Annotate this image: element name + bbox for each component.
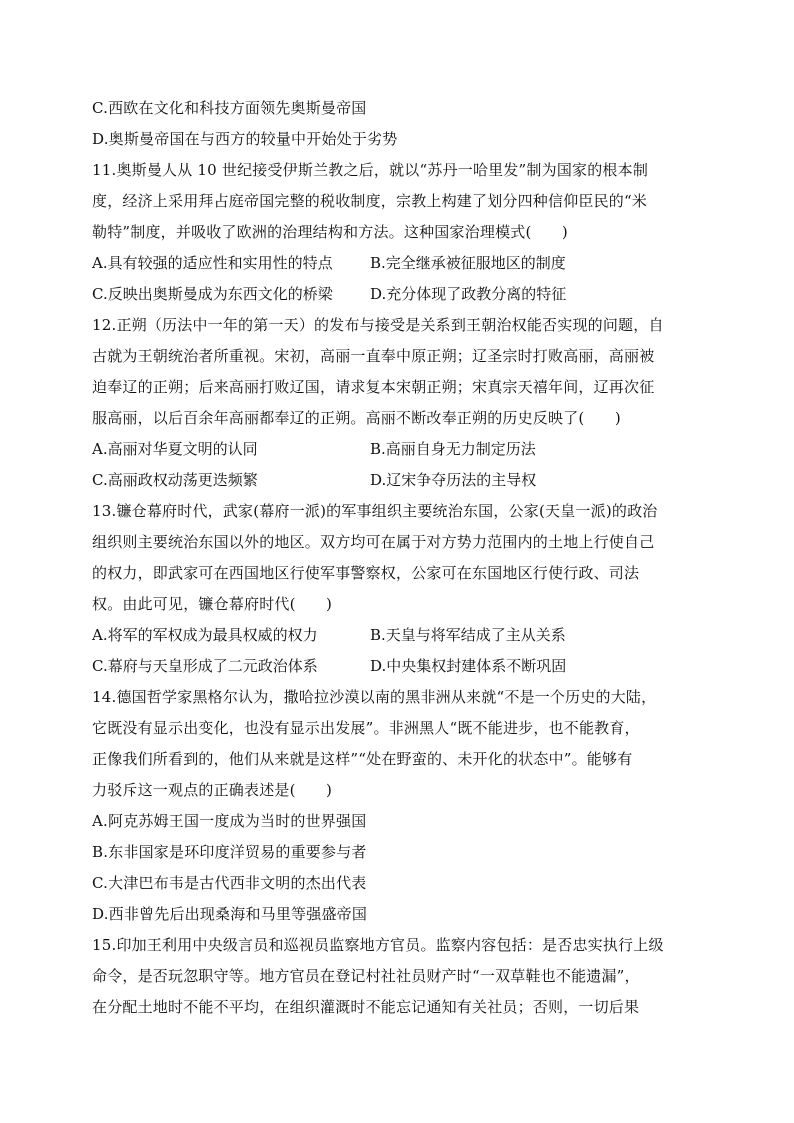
q15-stem-line-2: 命令，是否玩忽职守等。地方官员在登记村社社员财产时“一双草鞋也不能遗漏”， bbox=[92, 967, 640, 985]
q13-stem-line-2: 组织则主要统治东国以外的地区。双方均可在属于对方势力范围内的土地上行使自己 bbox=[92, 533, 655, 551]
q11-stem-line-2: 度，经济上采用拜占庭帝国完整的税收制度，宗教上构建了划分四种信仰臣民的“米 bbox=[92, 192, 648, 210]
q11-stem-line-1: 11.奥斯曼人从 10 世纪接受伊斯兰教之后，就以“苏丹一哈里发”制为国家的根本制 bbox=[92, 161, 649, 179]
q13-options-row-2 bbox=[92, 651, 704, 682]
q12-stem-line-4: 服高丽，以后百余年高丽都奉辽的正朔。高丽不断改奉正朔的历史反映了( ) bbox=[92, 409, 621, 427]
q12-option-c: C.高丽政权动荡更迭频繁 bbox=[92, 471, 258, 489]
q12-stem-line-3: 迫奉辽的正朔；后来高丽打败辽国，请求复本宋朝正朔；宋真宗天禧年间，辽再次征 bbox=[92, 378, 655, 396]
q14-option-b: B.东非国家是环印度洋贸易的重要参与者 bbox=[92, 843, 367, 861]
q13-option-c: C.幕府与天皇形成了二元政治体系 bbox=[92, 657, 318, 675]
q12-options-row-1 bbox=[92, 434, 704, 465]
q11-stem-line-3: 勒特”制度，并吸收了欧洲的治理结构和方法。这种国家治理模式( ) bbox=[92, 223, 568, 241]
q14-stem-line-1: 14.德国哲学家黑格尔认为，撒哈拉沙漠以南的黑非洲从来就“不是一个历史的大陆， bbox=[92, 688, 657, 706]
q10-option-d: D.奥斯曼帝国在与西方的较量中开始处于劣势 bbox=[92, 130, 398, 148]
exam-page bbox=[92, 93, 704, 1023]
q13-options-row-1 bbox=[92, 620, 704, 651]
q11-options-row-2 bbox=[92, 279, 704, 310]
q11-options-row-1 bbox=[92, 248, 704, 279]
q11-option-b: B.完全继承被征服地区的制度 bbox=[370, 254, 566, 272]
q11-option-a: A.具有较强的适应性和实用性的特点 bbox=[92, 254, 333, 272]
q12-option-d: D.辽宋争夺历法的主导权 bbox=[370, 471, 537, 489]
q13-stem-line-4: 权。由此可见，镰仓幕府时代( ) bbox=[92, 595, 333, 613]
q12-stem-line-1: 12.正朔（历法中一年的第一天）的发布与接受是关系到王朝治权能否实现的问题，自 bbox=[92, 316, 664, 334]
q12-options-row-2 bbox=[92, 465, 704, 496]
q14-option-c: C.大津巴布韦是古代西非文明的杰出代表 bbox=[92, 874, 367, 892]
q10-option-c: C.西欧在文化和科技方面领先奥斯曼帝国 bbox=[92, 99, 367, 117]
q11-option-c: C.反映出奥斯曼成为东西文化的桥梁 bbox=[92, 285, 333, 303]
q15-stem-line-3: 在分配土地时不能不平均，在组织灌溉时不能忘记通知有关社员；否则，一切后果 bbox=[92, 998, 640, 1016]
q14-stem-line-4: 力驳斥这一观点的正确表述是( ) bbox=[92, 781, 333, 799]
q14-stem-line-2: 它既没有显示出变化，也没有显示出发展”。非洲黑人“既不能进步，也不能教育， bbox=[92, 719, 640, 737]
q12-stem-line-2: 古就为王朝统治者所重视。宋初，高丽一直奉中原正朔；辽圣宗时打败高丽，高丽被 bbox=[92, 347, 655, 365]
q15-stem-line-1: 15.印加王利用中央级言员和巡视员监察地方官员。监察内容包括：是否忠实执行上级 bbox=[92, 936, 664, 954]
q14-option-d: D.西非曾先后出现桑海和马里等强盛帝国 bbox=[92, 905, 368, 923]
q13-option-a: A.将军的军权成为最具权威的权力 bbox=[92, 626, 318, 644]
q13-stem-line-1: 13.镰仓幕府时代，武家(幕府一派)的军事组织主要统治东国，公家(天皇一派)的政治 bbox=[92, 502, 658, 520]
q12-option-b: B.高丽自身无力制定历法 bbox=[370, 440, 536, 458]
q13-stem-line-3: 的权力，即武家可在西国地区行使军事警察权，公家可在东国地区行使行政、司法 bbox=[92, 564, 640, 582]
q14-stem-line-3: 正像我们所看到的，他们从来就是这样”“处在野蛮的、未开化的状态中”。能够有 bbox=[92, 750, 633, 768]
q12-option-a: A.高丽对华夏文明的认同 bbox=[92, 440, 258, 458]
q11-option-d: D.充分体现了政教分离的特征 bbox=[370, 285, 567, 303]
q13-option-d: D.中央集权封建体系不断巩固 bbox=[370, 657, 567, 675]
q14-option-a: A.阿克苏姆王国一度成为当时的世界强国 bbox=[92, 812, 367, 830]
q13-option-b: B.天皇与将军结成了主从关系 bbox=[370, 626, 566, 644]
